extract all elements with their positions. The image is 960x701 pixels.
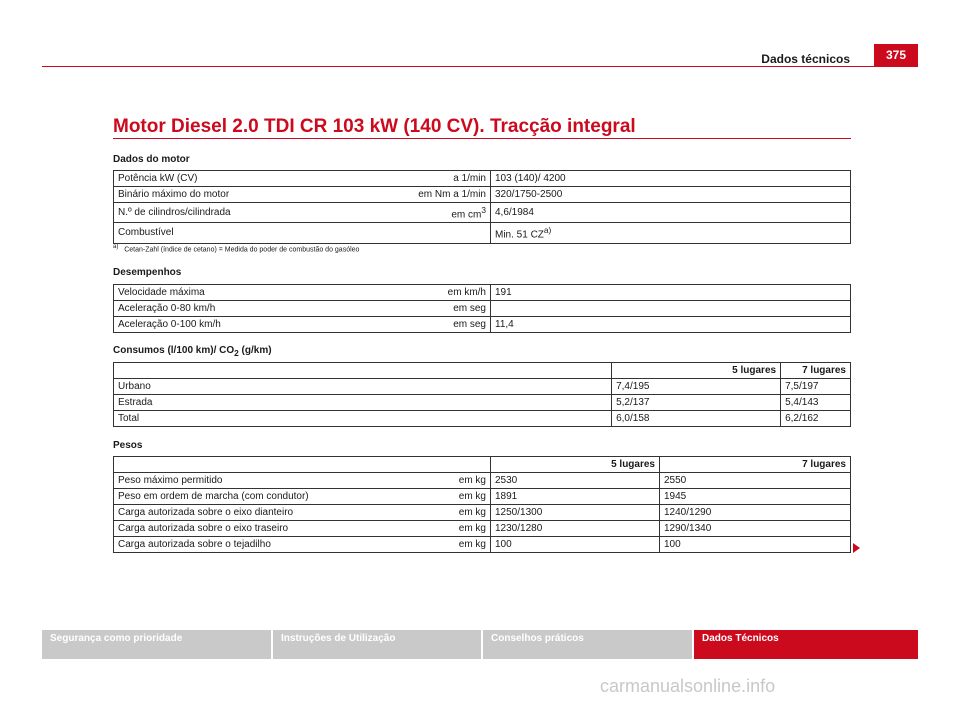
title-rule (113, 138, 851, 139)
consumption-value-5: 7,4/195 (612, 379, 781, 395)
weights-value-7: 1290/1340 (660, 521, 851, 537)
perf-row-unit: em seg (382, 301, 491, 317)
weights-value-5: 2530 (491, 473, 660, 489)
weights-row-unit: em kg (382, 505, 491, 521)
weights-row-unit: em kg (382, 473, 491, 489)
weights-row-label: Carga autorizada sobre o tejadilho (114, 537, 383, 553)
engine-row-value (491, 223, 851, 243)
perf-row-value: 191 (491, 285, 851, 301)
table-row (114, 489, 851, 505)
weights-row-unit: em kg (382, 521, 491, 537)
perf-row-value (491, 301, 851, 317)
consumption-label-sub: 2 (234, 348, 239, 358)
table-row (114, 203, 851, 223)
table-row (114, 223, 851, 243)
footer-tab-technical-data[interactable]: Dados Técnicos (694, 630, 918, 659)
column-header-5-seats: 5 lugares (491, 457, 660, 473)
weights-row-unit: em kg (382, 537, 491, 553)
table-row (114, 537, 851, 553)
consumption-value-7: 7,5/197 (781, 379, 851, 395)
engine-row-label: Binário máximo do motor (114, 187, 383, 203)
engine-row-value: 103 (140)/ 4200 (491, 171, 851, 187)
value-text: Min. 51 CZ (495, 229, 544, 241)
footnote-mark: a) (113, 244, 119, 250)
consumption-row-label: Estrada (114, 395, 612, 411)
consumption-value-5: 5,2/137 (612, 395, 781, 411)
engine-row-unit (382, 223, 491, 243)
consumption-section-label (113, 345, 272, 358)
table-row (114, 411, 851, 427)
consumption-row-label: Total (114, 411, 612, 427)
table-row (114, 187, 851, 203)
table-row (114, 301, 851, 317)
engine-row-label: Potência kW (CV) (114, 171, 383, 187)
table-header-row (114, 363, 851, 379)
table-row (114, 285, 851, 301)
unit-text: em cm (451, 209, 482, 221)
weights-value-7: 100 (660, 537, 851, 553)
performance-section-label: Desempenhos (113, 267, 182, 278)
engine-section-label: Dados do motor (113, 154, 190, 165)
weights-value-5: 1250/1300 (491, 505, 660, 521)
engine-row-value: 4,6/1984 (491, 203, 851, 223)
perf-row-value: 11,4 (491, 317, 851, 333)
perf-row-unit: em km/h (382, 285, 491, 301)
perf-row-label: Aceleração 0-100 km/h (114, 317, 383, 333)
weights-table (113, 456, 851, 553)
column-header-7-seats: 7 lugares (660, 457, 851, 473)
header-rule (42, 66, 918, 67)
column-header-5-seats: 5 lugares (612, 363, 781, 379)
consumption-label-text: Consumos (l/100 km)/ CO (113, 345, 235, 356)
table-row (114, 379, 851, 395)
engine-row-value: 320/1750-2500 (491, 187, 851, 203)
perf-row-label: Aceleração 0-80 km/h (114, 301, 383, 317)
table-row (114, 521, 851, 537)
header-empty-cell (114, 457, 491, 473)
performance-table (113, 284, 851, 333)
weights-value-7: 2550 (660, 473, 851, 489)
consumption-row-label: Urbano (114, 379, 612, 395)
weights-value-7: 1945 (660, 489, 851, 505)
page-title: Motor Diesel 2.0 TDI CR 103 kW (140 CV). Tracção integral (113, 116, 636, 137)
header-empty-cell (114, 363, 612, 379)
footnote (113, 244, 359, 253)
weights-row-label: Peso em ordem de marcha (com condutor) (114, 489, 383, 505)
page-number: 375 (874, 44, 918, 66)
weights-row-unit: em kg (382, 489, 491, 505)
consumption-value-5: 6,0/158 (612, 411, 781, 427)
engine-row-unit: em Nm a 1/min (382, 187, 491, 203)
table-header-row (114, 457, 851, 473)
weights-value-5: 1230/1280 (491, 521, 660, 537)
weights-row-label: Carga autorizada sobre o eixo dianteiro (114, 505, 383, 521)
column-header-7-seats: 7 lugares (781, 363, 851, 379)
continue-arrow-icon (853, 543, 860, 553)
weights-value-5: 1891 (491, 489, 660, 505)
engine-row-unit (382, 203, 491, 223)
engine-table (113, 170, 851, 244)
footer-tab-tips[interactable]: Conselhos práticos (483, 630, 692, 659)
weights-row-label: Peso máximo permitido (114, 473, 383, 489)
table-row (114, 473, 851, 489)
engine-row-label: N.º de cilindros/cilindrada (114, 203, 383, 223)
weights-value-5: 100 (491, 537, 660, 553)
table-row (114, 317, 851, 333)
consumption-table (113, 362, 851, 427)
consumption-value-7: 6,2/162 (781, 411, 851, 427)
table-row (114, 171, 851, 187)
weights-row-label: Carga autorizada sobre o eixo traseiro (114, 521, 383, 537)
watermark: carmanualsonline.info (600, 676, 776, 696)
table-row (114, 395, 851, 411)
footnote-text: Cetan-Zahl (índice de cetano) = Medida do poder de combustão do gasóleo (124, 246, 360, 254)
footer-tab-safety[interactable]: Segurança como prioridade (42, 630, 271, 659)
table-row (114, 505, 851, 521)
consumption-value-7: 5,4/143 (781, 395, 851, 411)
consumption-label-post: (g/km) (238, 345, 272, 356)
engine-row-unit: a 1/min (382, 171, 491, 187)
engine-row-label: Combustível (114, 223, 383, 243)
footnote-ref: a) (543, 225, 552, 236)
weights-value-7: 1240/1290 (660, 505, 851, 521)
perf-row-label: Velocidade máxima (114, 285, 383, 301)
unit-superscript: 3 (481, 205, 486, 215)
weights-section-label: Pesos (113, 440, 143, 451)
header-title: Dados técnicos (761, 52, 850, 66)
footer-tab-instructions[interactable]: Instruções de Utilização (273, 630, 481, 659)
perf-row-unit: em seg (382, 317, 491, 333)
